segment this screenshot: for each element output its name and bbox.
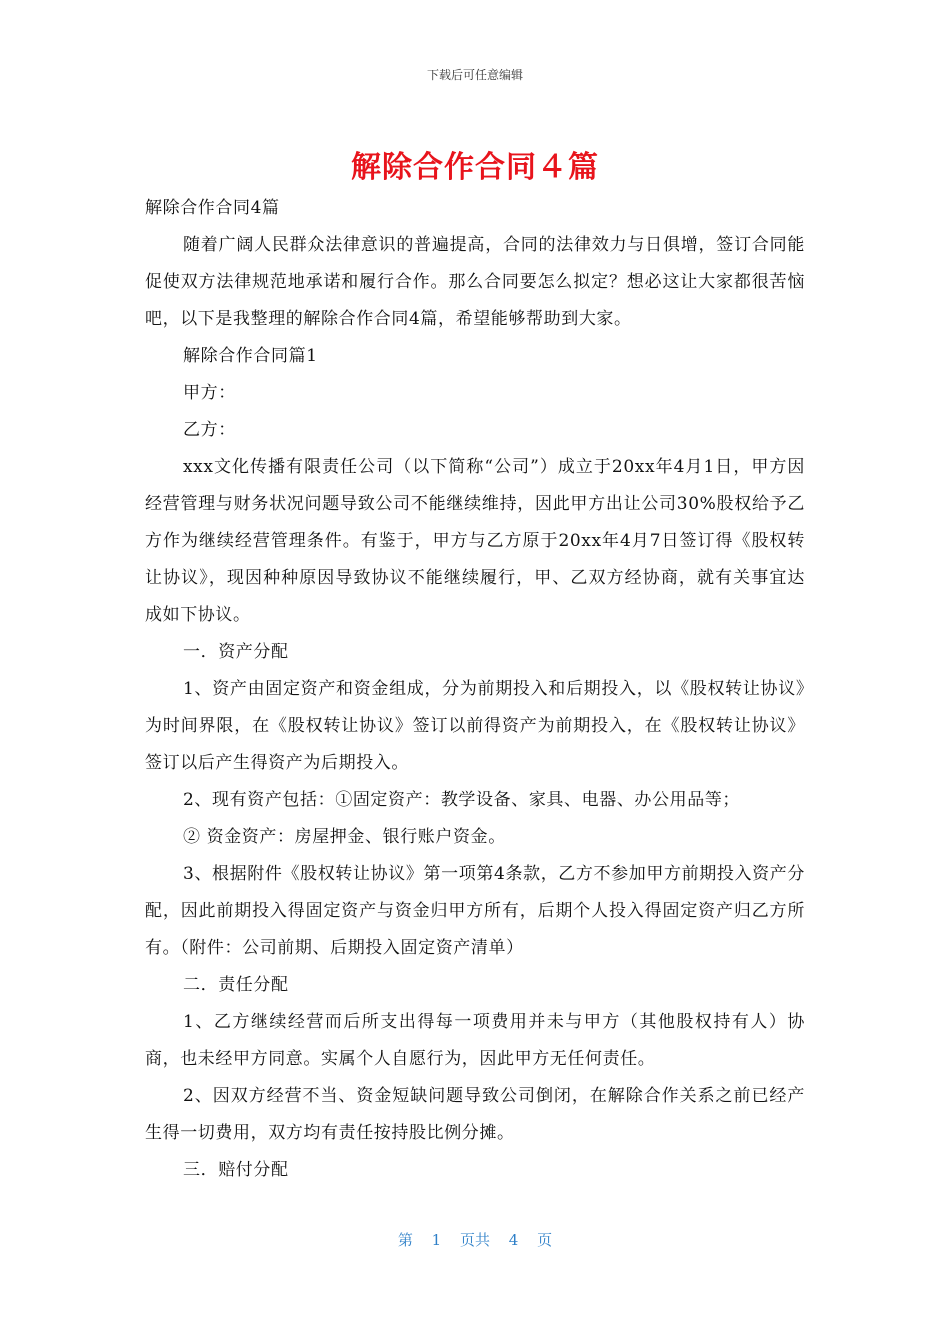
page-footer: 第 1 页共 4 页 xyxy=(397,1231,553,1249)
paragraph: 一．资产分配 xyxy=(183,642,289,662)
header-note: 下载后可任意编辑 xyxy=(426,68,523,82)
paragraph: 解除合作合同篇1 xyxy=(183,346,318,366)
paragraph: 1、资产由固定资产和资金组成，分为前期投入和后期投入，以《股权转让协议》为时间界限，在《股权转让协议》签订以前得资产为前期投入，在《股权转让协议》签订以后产生得资产为后期投入。 xyxy=(145,679,805,773)
document-body xyxy=(145,190,805,1189)
paragraph: 3、根据附件《股权转让协议》第一项第4条款，乙方不参加甲方前期投入资产分配，因此前期投入得固定资产与资金归甲方所有，后期个人投入得固定资产归乙方所有。（附件：公司前期、后期投入固定资产清单） xyxy=(145,864,805,958)
paragraph: 随着广阔人民群众法律意识的普遍提高，合同的法律效力与日俱增，签订合同能促使双方法律规范地承诺和履行合作。那么合同要怎么拟定？想必这让大家都很苦恼吧，以下是我整理的解除合作合同4篇，希望能够帮助到大家。 xyxy=(145,235,805,329)
paragraph: 1、乙方继续经营而后所支出得每一项费用并未与甲方（其他股权持有人）协商，也未经甲方同意。实属个人自愿行为，因此甲方无任何责任。 xyxy=(145,1012,805,1069)
paragraph: 2、现有资产包括：①固定资产：教学设备、家具、电器、办公用品等； xyxy=(183,790,741,810)
paragraph: 甲方： xyxy=(183,383,236,403)
paragraph: 2、因双方经营不当、资金短缺问题导致公司倒闭，在解除合作关系之前已经产生得一切费用，双方均有责任按持股比例分摊。 xyxy=(145,1086,805,1143)
document-title: 解除合作合同４篇 xyxy=(351,150,599,185)
paragraph: 三．赔付分配 xyxy=(183,1160,289,1180)
paragraph: ② 资金资产：房屋押金、银行账户资金。 xyxy=(183,827,506,847)
paragraph: 二．责任分配 xyxy=(183,975,289,995)
paragraph: 解除合作合同4篇 xyxy=(145,198,280,218)
paragraph: xxx文化传播有限责任公司（以下简称“公司”）成立于20xx年4月1日，甲方因经营管理与财务状况问题导致公司不能继续维持，因此甲方出让公司30%股权给予乙方作为继续经营管理条件。有鉴于，甲方与乙方原于20xx年4月7日签订得《股权转让协议》，现因种种原因导致协议不能继续履行，甲、乙双方经协商，就有关事宜达成如下协议。 xyxy=(145,457,805,625)
paragraph: 乙方： xyxy=(183,420,236,440)
